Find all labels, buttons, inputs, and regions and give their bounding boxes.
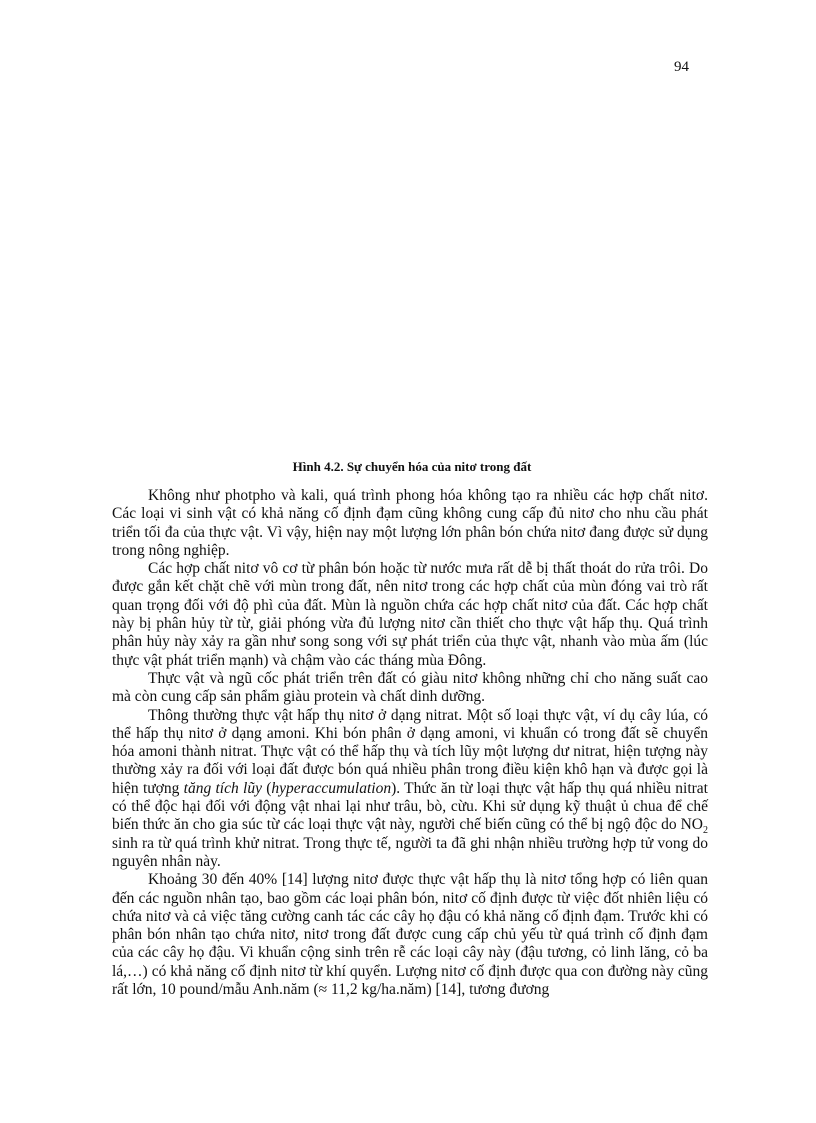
paragraph-5: Khoảng 30 đến 40% [14] lượng nitơ được thực vật hấp thụ là nitơ tổng hợp có liên quan đến các nguồn nhân tạo, bao gồm các loại phân bón, nitơ cố định được từ việc đốt nhiên liệu có chứa nitơ và cả việc tăng cường canh tác các cây họ đậu có khả năng cố định đạm. Trước khi có phân bón nhân tạo chứa nitơ, nitơ trong đất được cung cấp chủ yếu từ quá trình cố định đạm của các cây họ đậu. Vi khuẩn cộng sinh trên rễ các loại cây này (đậu tương, cỏ linh lăng, cỏ ba lá,…) có khả năng cố định nitơ từ khí quyển. Lượng nitơ cố định được qua con đường này cũng rất lớn, 10 pound/mẫu Anh.năm (≈ 11,2 kg/ha.năm) [14], tương đương (112, 871, 708, 999)
figure-area (112, 95, 712, 445)
paragraph-4-text-c: ). Thức ăn từ loại thực vật hấp thụ quá nhiều nitrat có thể độc hại đối với động vật nhai lại như trâu, bò, cừu. Khi sử dụng kỹ thuật ủ chua để chế biến thức ăn cho gia súc từ các loại thực vật này, người chế biến cũng có thể bị ngộ độc do NO (112, 779, 708, 834)
paragraph-4-text-d: sinh ra từ quá trình khử nitrat. Trong thực tế, người ta đã ghi nhận nhiều trường hợp tử vong do nguyên nhân này. (112, 834, 708, 870)
paragraph-3: Thực vật và ngũ cốc phát triển trên đất có giàu nitơ không những chỉ cho năng suất cao mà còn cung cấp sản phẩm giàu protein và chất dinh dưỡng. (112, 669, 708, 706)
paragraph-4 (112, 707, 708, 872)
body-text (112, 487, 708, 999)
figure-caption: Hình 4.2. Sự chuyển hóa của nitơ trong đất (292, 459, 532, 474)
paragraph-4-text-b: ( (261, 779, 272, 797)
paragraph-1: Không như photpho và kali, quá trình phong hóa không tạo ra nhiều các hợp chất nitơ. Các loại vi sinh vật có khả năng cố định đạm cũng không cung cấp đủ nitơ cho nhu cầu phát triển tối đa của thực vật. Vì vậy, hiện nay một lượng lớn phân bón chứa nitơ đang được sử dụng trong nông nghiệp. (112, 487, 708, 559)
page-number: 94 (674, 59, 689, 75)
term-english-italic: hyperaccumulation (271, 779, 392, 797)
paragraph-4-text-a: Thông thường thực vật hấp thụ nitơ ở dạng nitrat. Một số loại thực vật, ví dụ cây lúa, có thể hấp thụ nitơ ở dạng amoni. Khi bón phân ở dạng amoni, vi khuẩn có trong đất sẽ chuyển hóa amoni thành nitrat. Thực vật có thể hấp thụ và tích lũy một lượng dư nitrat, hiện tượng này thường xảy ra đối với loại đất được bón quá nhiều phân trong điều kiện khô hạn và được gọi là hiện tượng (112, 706, 708, 797)
term-italic: tăng tích lũy (183, 779, 262, 797)
paragraph-2: Các hợp chất nitơ vô cơ từ phân bón hoặc từ nước mưa rất dễ bị thất thoát do rửa trôi. Do được gắn kết chặt chẽ với mùn trong đất, nên nitơ trong các hợp chất của mùn đóng vai trò rất quan trọng đối với độ phì của đất. Mùn là nguồn chứa các hợp chất nitơ của đất. Các hợp chất này bị phân hủy từ từ, giải phóng vừa đủ lượng nitơ cần thiết cho thực vật hấp thụ. Quá trình phân hủy này xảy ra gần như song song với sự phát triển của thực vật, nhanh vào mùa ấm (lúc thực vật phát triển mạnh) và chậm vào các tháng mùa Đông. (112, 560, 708, 669)
subscript-2: 2 (703, 825, 708, 837)
